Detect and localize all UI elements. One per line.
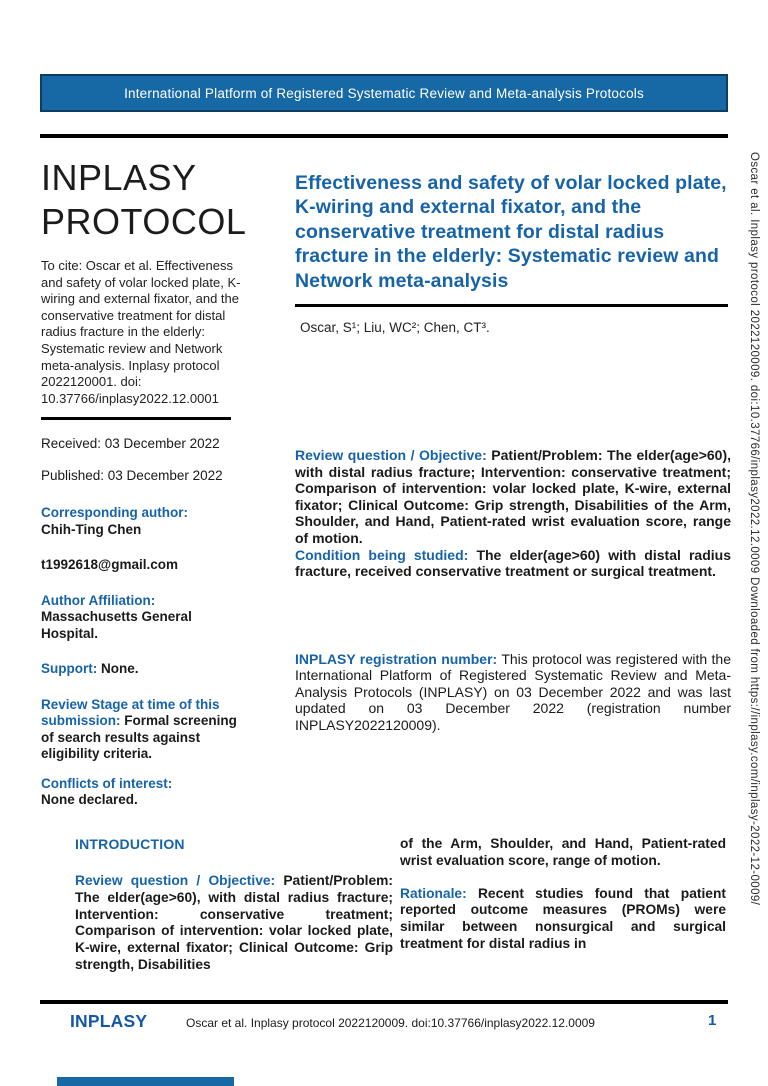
rationale-paragraph — [400, 886, 726, 953]
author-affiliation-value: Massachusetts General Hospital. — [41, 609, 192, 641]
platform-banner-text: International Platform of Registered Systematic Review and Meta-analysis Protocols — [124, 85, 644, 101]
review-stage-value: Formal screening of search results against eligibility criteria. — [41, 713, 237, 762]
sidebar-vertical-citation: Oscar et al. Inplasy protocol 2022120009. doi:10.37766/inplasy2022.12.0009 Downloaded from https://inplasy.com/inplasy-2022-12-0009/ — [748, 152, 760, 906]
left-metadata-column — [41, 258, 247, 809]
corresponding-author-label: Corresponding author: — [41, 505, 188, 521]
footer-citation: Oscar et al. Inplasy protocol 2022120009. doi:10.37766/inplasy2022.12.0009 — [186, 1016, 595, 1030]
rationale-text: Recent studies found that patient reported outcome measures (PROMs) were similar between nonsurgical and surgical treatment for distal radius in — [400, 885, 726, 951]
introduction-review-question-paragraph — [75, 873, 393, 974]
introduction-column-left — [75, 836, 393, 974]
footer-divider-rule — [40, 1000, 728, 1004]
review-stage-block — [41, 697, 247, 763]
condition-paragraph — [295, 547, 731, 580]
top-divider-rule — [40, 134, 728, 138]
received-date: Received: 03 December 2022 — [41, 436, 220, 452]
footer-brand: INPLASY — [70, 1011, 148, 1031]
review-stage-label: Review Stage at time of this submission: — [41, 696, 220, 729]
next-page-banner-edge — [57, 1077, 234, 1086]
registration-label: INPLASY registration number: — [295, 651, 498, 667]
masthead-line-inplasy: INPLASY — [41, 157, 197, 198]
title-block — [295, 171, 731, 335]
article-title: Effectiveness and safety of volar locked plate, K-wiring and external fixator, and the conservative treatment for distal radius fracture in the elderly: Systematic review and Network meta-analysis — [295, 172, 727, 292]
conflicts-label: Conflicts of interest: — [41, 775, 173, 791]
citation-note: To cite: Oscar et al. Effectiveness and safety of volar locked plate, K-wiring and external fixator, and the conservative treatment for distal radius fracture in the elderly: Systematic review and Network meta-analysis. Inplasy protocol 2022120001. doi: 10.37766/inplasy2022.12.0001 — [41, 258, 241, 406]
corresponding-author-block — [41, 505, 247, 538]
conflicts-block — [41, 776, 247, 809]
introduction-column-right — [400, 836, 726, 953]
introduction-review-question-text: Patient/Problem: The elder(age>60), with distal radius fracture; Intervention: conservative treatment; Comparison of intervention: volar locked plate, K-wire, external fixator; Clinical Outcome: Grip strength, Disabilities — [75, 873, 393, 972]
masthead-logo — [41, 156, 246, 244]
corresponding-email: t1992618@gmail.com — [41, 557, 178, 573]
rationale-label: Rationale: — [400, 885, 467, 901]
registration-paragraph — [295, 651, 731, 733]
support-block — [41, 661, 247, 678]
corresponding-author-name: Chih-Ting Chen — [41, 521, 142, 537]
author-affiliation-label: Author Affiliation: — [41, 592, 156, 608]
published-date: Published: 03 December 2022 — [41, 468, 223, 484]
authors-divider-rule — [295, 304, 728, 307]
registration-text: This protocol was registered with the International Platform of Registered Systematic Review and Meta-Analysis Protocols (INPLASY) on 03 December 2022 and was last updated on 03 December 2022 (registration number INPLASY2022120009). — [295, 651, 732, 733]
support-label: Support: — [41, 661, 98, 677]
introduction-continuation-text: of the Arm, Shoulder, and Hand, Patient-rated wrist evaluation score, range of motion. — [400, 836, 726, 868]
registration-section — [295, 651, 731, 733]
masthead-line-protocol: PROTOCOL — [41, 201, 247, 242]
left-divider-rule — [41, 417, 231, 420]
platform-banner — [40, 74, 728, 112]
review-question-label: Review question / Objective: — [295, 447, 487, 463]
conflicts-value: None declared. — [41, 792, 138, 808]
review-question-paragraph — [295, 447, 731, 547]
introduction-review-question-label: Review question / Objective: — [75, 873, 276, 888]
introduction-heading: INTRODUCTION — [75, 836, 185, 852]
support-value: None. — [101, 661, 139, 677]
authors-line: Oscar, S¹; Liu, WC²; Chen, CT³. — [300, 320, 490, 336]
page-number: 1 — [708, 1012, 717, 1029]
condition-label: Condition being studied: — [295, 546, 469, 563]
review-question-text: Patient/Problem: The elder(age>60), with distal radius fracture; Intervention: conservative treatment; Comparison of intervention: volar locked plate, K-wire, external fixator; Clinical Outcome: Grip strength, Disabilities of the Arm, Shoulder, and Hand, Patient-rated wrist evaluation score, range of motion. — [295, 447, 731, 546]
review-question-section — [295, 447, 731, 580]
author-affiliation-block — [41, 593, 247, 643]
condition-text: The elder(age>60) with distal radius fracture, received conservative treatment or surgical treatment. — [295, 546, 732, 580]
